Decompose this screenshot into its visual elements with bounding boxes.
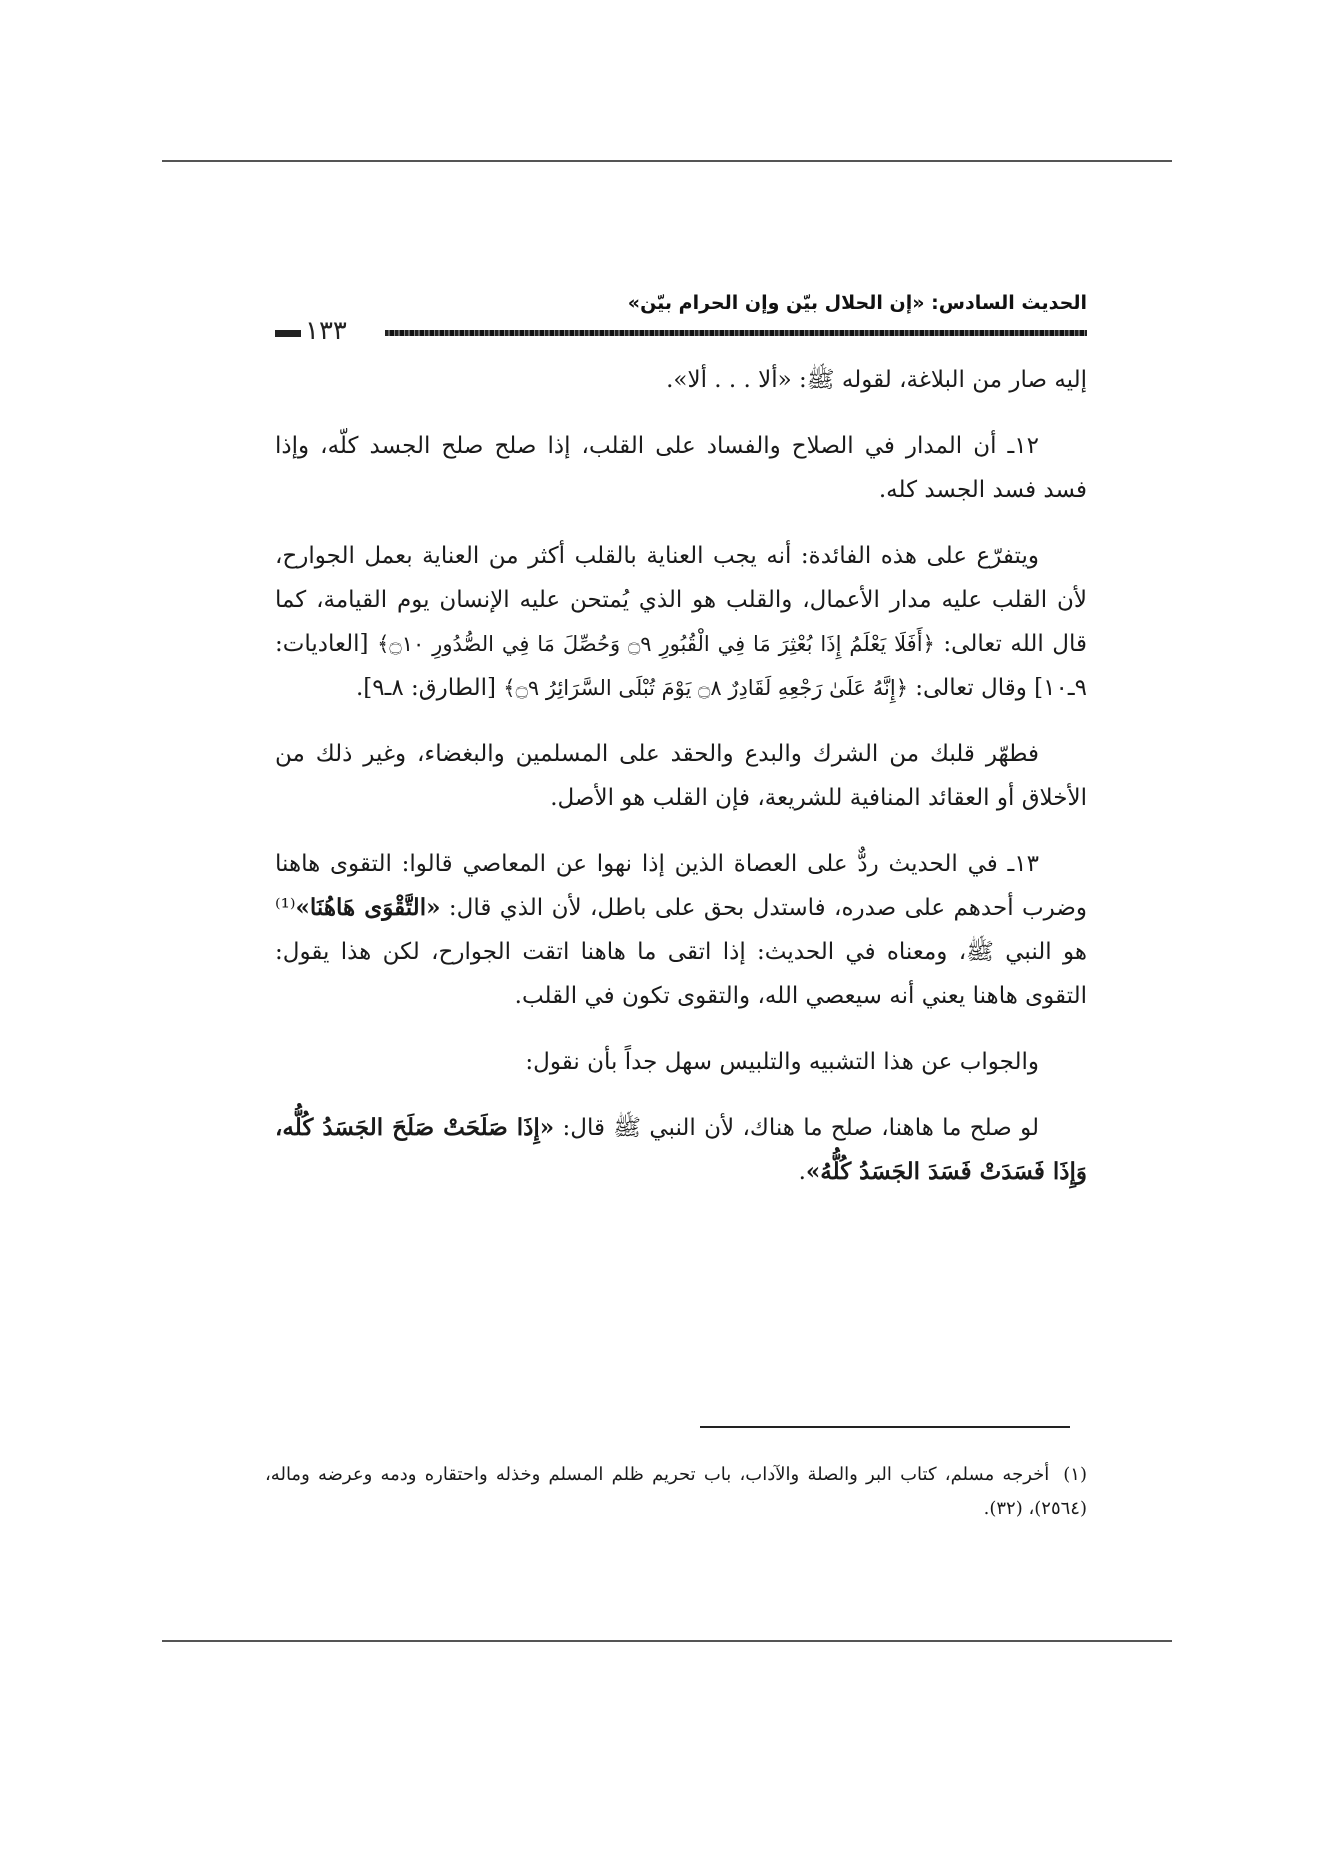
running-header [275,292,1087,344]
page-number: ١٣٣ [305,316,347,346]
paragraph: ١٢ـ أن المدار في الصلاح والفساد على القلب، إذا صلح صلح الجسد كلّه، وإذا فسد فسد الجسد كله. [275,433,1087,503]
footnote-separator [700,1426,1070,1428]
footnote [265,1458,1087,1526]
header-ornament-rule [385,330,1087,336]
paragraph-segment: ١٣ـ في الحديث ردٌّ على العصاة الذين إذا نهوا عن المعاصي قالوا: التقوى هاهنا وضرب أحدهم على صدره، فاستدل بحق على باطل، لأن الذي قال: [275,851,1087,921]
paragraph: إليه صار من البلاغة، لقوله ﷺ: «ألا . . . ألا». [666,367,1087,393]
hadith-quote: «إِذَا صَلَحَتْ صَلَحَ الجَسَدُ كُلُّه، وَإِذَا فَسَدَتْ فَسَدَ الجَسَدُ كُلُّهُ» [275,1114,1087,1185]
paragraph-segment: لو صلح ما هاهنا، صلح ما هناك، لأن النبي ﷺ قال: [554,1115,1039,1141]
paragraph-segment: [الطارق: ٨ـ٩]. [355,675,504,701]
paragraph-segment: ويتفرّع على هذه الفائدة: أنه يجب العناية بالقلب أكثر من العناية بعمل الجوارح، لأن القلب عليه مدار الأعمال، والقلب هو الذي يُمتحن عليه الإنسان يوم القيامة، كما قال الله تعالى: [275,543,1087,657]
quran-verse: ﴿إِنَّهُ عَلَىٰ رَجْعِهِ لَقَادِرٌ ۝٨ يَوْمَ تُبْلَى السَّرَائِرُ ۝٩﴾ [503,676,908,700]
footnote-text: أخرجه مسلم، كتاب البر والصلة والآداب، باب تحريم ظلم المسلم وخذله واحتقاره ودمه وعرضه وماله، (٢٥٦٤)، (٣٢). [265,1464,1087,1519]
paragraph [275,1106,1087,1194]
paragraph-segment: . [798,1159,806,1185]
bottom-frame-rule [162,1640,1172,1642]
paragraph-segment: ⁽¹⁾ هو النبي ﷺ، ومعناه في الحديث: إذا اتقى ما هاهنا اتقت الجوارح، لكن هذا يقول: التقوى هاهنا يعني أنه سيعصي الله، والتقوى تكون في القلب. [275,895,1087,1009]
paragraph: والجواب عن هذا التشبيه والتلبيس سهل جداً بأن نقول: [525,1049,1039,1075]
paragraph: فطهّر قلبك من الشرك والبدع والحقد على المسلمين والبغضاء، وغير ذلك من الأخلاق أو العقائد المنافية للشريعة، فإن القلب هو الأصل. [275,741,1087,811]
chapter-title: الحديث السادس: «إن الحلال بيّن وإن الحرام بيّن» [627,292,1087,314]
paragraph [275,534,1087,710]
footnote-number: (١) [1063,1464,1087,1485]
top-frame-rule [162,160,1172,162]
quran-verse: ﴿أَفَلَا يَعْلَمُ إِذَا بُعْثِرَ مَا فِي الْقُبُورِ ۝٩ وَحُصِّلَ مَا فِي الصُّدُورِ ۝١٠﴾ [377,632,935,656]
paragraph [275,842,1087,1018]
paragraph-segment: [العاديات: ٩ـ١٠] وقال تعالى: [275,631,1087,701]
page-number-mark [275,330,301,337]
hadith-quote: «التَّقْوَى هَاهُنَا» [295,894,441,921]
page-body [275,358,1087,1216]
